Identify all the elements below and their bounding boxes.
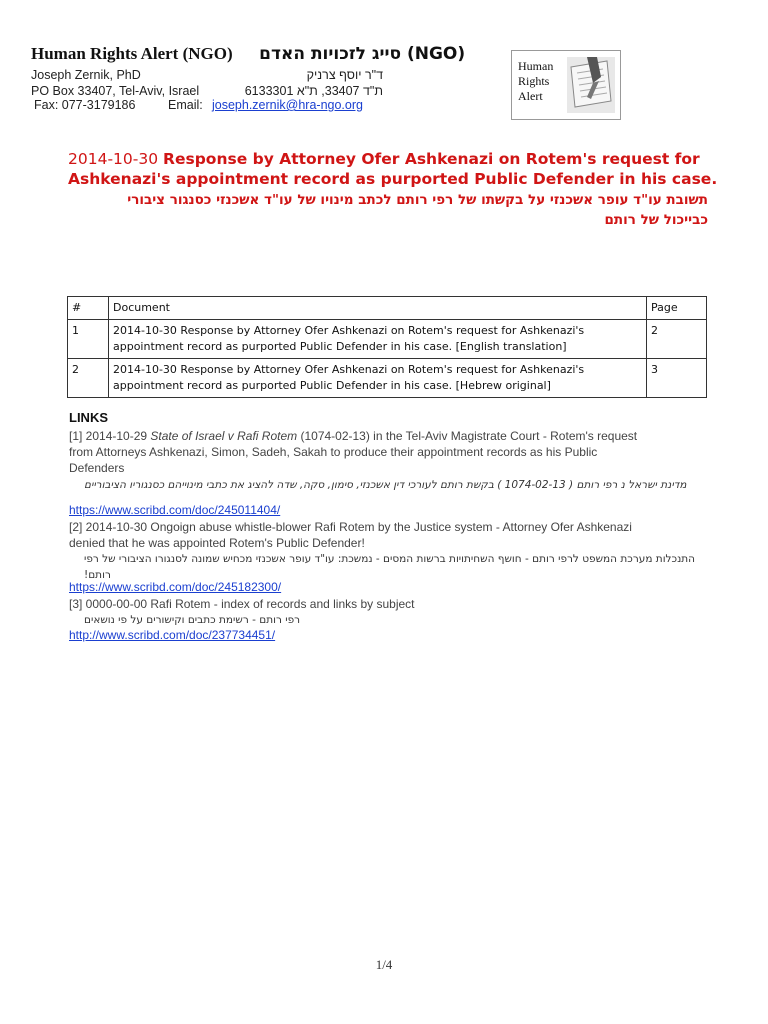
link-2-url[interactable]: https://www.scribd.com/doc/245182300/ [69,580,282,594]
link-1-rest: (1074-02-13) in the Tel-Aviv Magistrate Court - Rotem's request from Attorneys Ashkenazi, Simon, Sadeh, Sakah to produce their appointment records as his Public Defenders [69,429,638,475]
link-2-description: [2] 2014-10-30 Ongoign abuse whistle-blower Rafi Rotem by the Justice system - Attorney Ofer Ashkenazi denied that he was appointed Rotem's Public Defender! [69,520,632,550]
logo-line-3: Alert [518,89,543,103]
name-en: Joseph Zernik, PhD [31,68,141,82]
title-he-line-2: כבייכול של רותם [604,212,708,228]
title-he-line-1: תשובת עו"ד עופר אשכנזי על בקשתו של רפי רותם לכתב מינויו של עו"ד אשכנזי כסנגור ציבורי [127,192,708,208]
title-line-2: Ashkenazi's appointment record as purported Public Defender in his case. [68,170,718,188]
link-3-description: [3] 0000-00-00 Rafi Rotem - index of records and links by subject [69,597,415,611]
address-en: PO Box 33407, Tel-Aviv, Israel [31,84,200,98]
title-date: 2014-10-30 [68,150,159,168]
link-1-hebrew: מדינת ישראל נ רפי רותם ( 1074-02-13 ) בקשת רותם לעורכי דין אשכנזי, סימון, סקה, שדה להציג את כתבי מינוייהם כסנגוריו הציבוריים [84,479,687,491]
row-page: 3 [647,359,707,398]
links-heading: LINKS [69,410,108,425]
logo-text [518,59,553,104]
table-header-row [68,297,707,320]
row-document: 2014-10-30 Response by Attorney Ofer Ashkenazi on Rotem's request for Ashkenazi's appointment record as purported Public Defender in his case. [Hebrew original] [109,359,647,398]
address-he: ת"ד 33407, ת"א 6133301 [244,84,383,98]
row-num: 2 [68,359,109,398]
title-line-1 [68,150,700,168]
link-2-hebrew: התנכלות מערכת המשפט לרפי רותם - חושף השחיתויות ברשות המסים - נמשכת: עו"ד עופר אשכנזי מכחיש שמונה לסנגורו הציבורי של רפי רותם! [84,553,696,581]
email-label: Email: [168,98,203,112]
link-1-description [69,428,649,476]
header-document: Document [109,297,647,320]
logo-line-2: Rights [518,74,550,88]
header-name-line [31,68,501,84]
table-row [68,320,707,359]
link-3-url[interactable]: http://www.scribd.com/doc/237734451/ [69,628,276,642]
name-he: ד"ר יוסף צרניק [306,68,383,82]
header-num: # [68,297,109,320]
page-number: 1/4 [375,957,393,972]
org-logo [511,50,621,120]
row-num: 1 [68,320,109,359]
row-page: 2 [647,320,707,359]
link-3-hebrew: רפי רותם - רשימת כתבים וקישורים על פי נושאים [84,614,301,626]
email-link[interactable]: joseph.zernik@hra-ngo.org [212,98,363,112]
org-title-en: Human Rights Alert (NGO) [31,44,233,63]
org-title-he: (NGO) סייג לזכויות האדם [259,44,466,64]
title-text-1: Response by Attorney Ofer Ashkenazi on Rotem's request for [163,150,700,168]
link-1-prefix: [1] 2014-10-29 [69,429,151,443]
header-contact-line [31,98,501,114]
link-1-url[interactable]: https://www.scribd.com/doc/245011404/ [69,503,281,517]
table-row [68,359,707,398]
logo-line-1: Human [518,59,554,73]
header-page: Page [647,297,707,320]
row-document: 2014-10-30 Response by Attorney Ofer Ashkenazi on Rotem's request for Ashkenazi's appointment record as purported Public Defender in his case. [English translation] [109,320,647,359]
fax: Fax: 077-3179186 [34,98,136,112]
scroll-image-icon [567,57,615,113]
documents-table [67,296,707,398]
link-1-case-name: State of Israel v Rafi Rotem [150,429,298,443]
org-title [31,44,501,64]
